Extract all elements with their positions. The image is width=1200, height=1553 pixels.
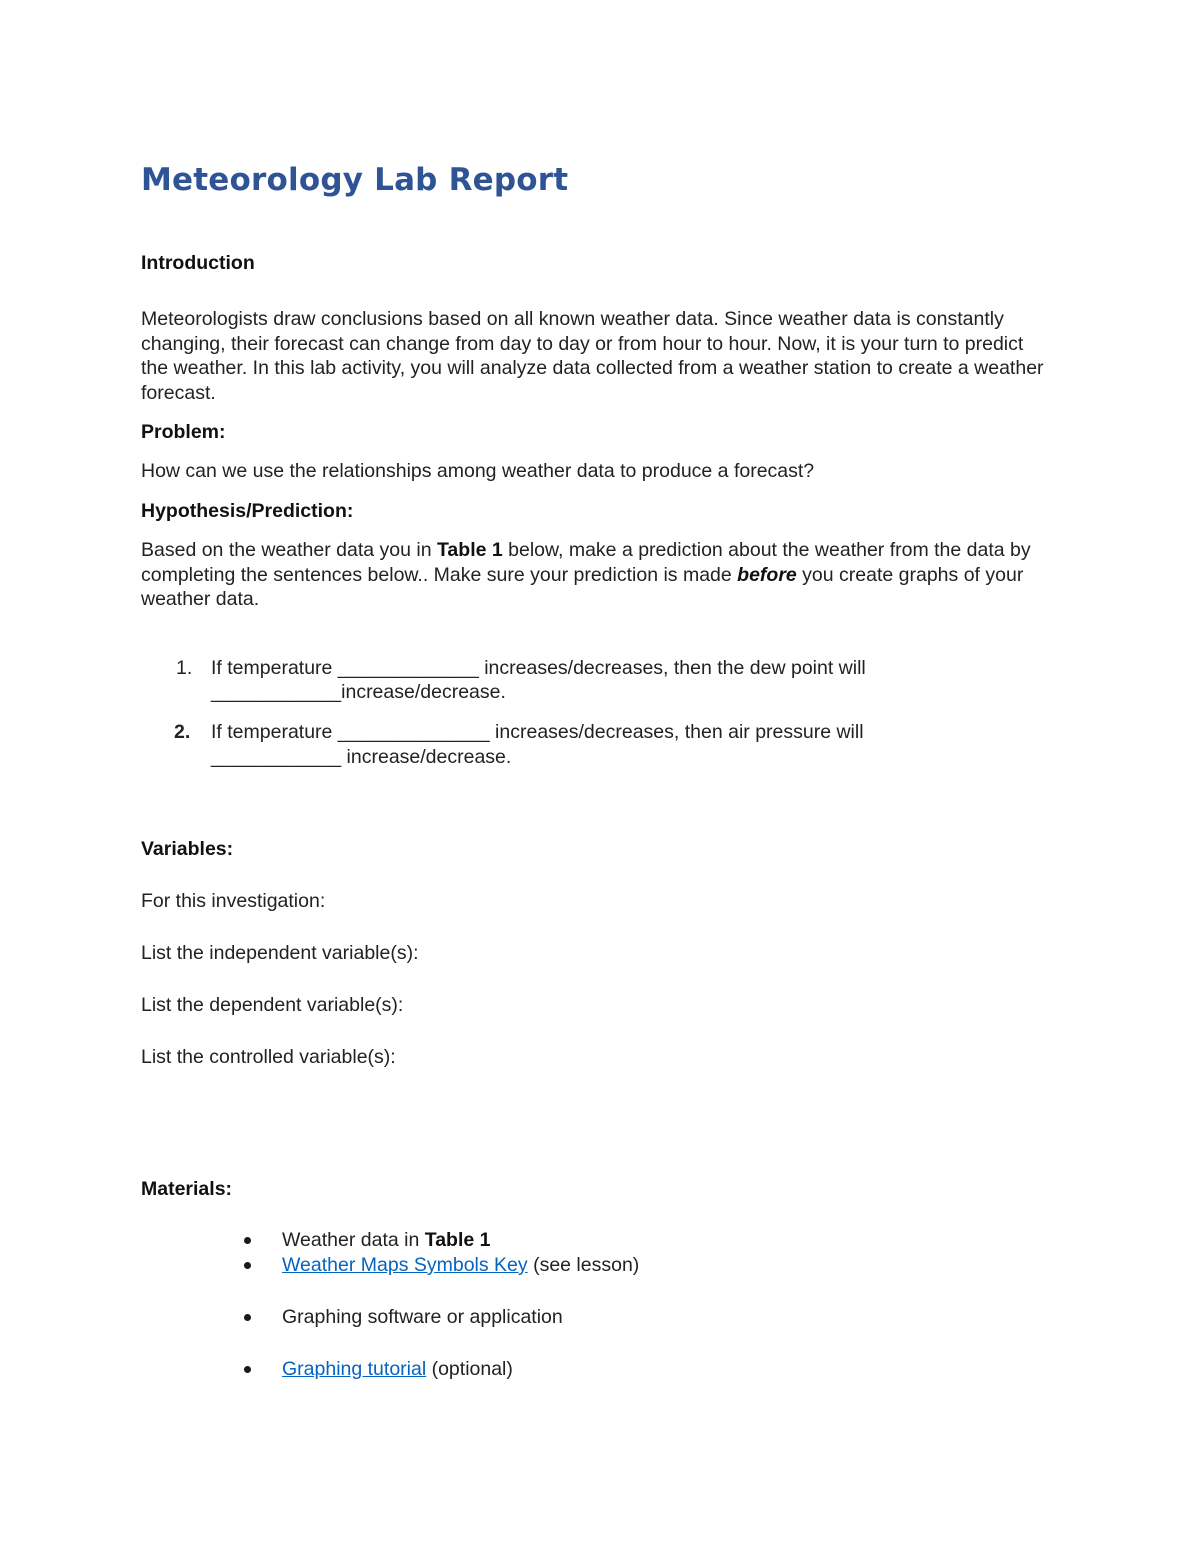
materials-item-symbols-key (282, 1253, 639, 1278)
bullet-icon (244, 1366, 251, 1373)
graphing-tutorial-link[interactable]: Graphing tutorial (282, 1358, 427, 1380)
independent-variables-prompt: List the independent variable(s): (141, 942, 419, 964)
materials-item-graphing-software: Graphing software or application (282, 1306, 563, 1328)
materials-item-weather-data (282, 1228, 490, 1253)
weather-maps-symbols-key-link[interactable]: Weather Maps Symbols Key (282, 1254, 528, 1276)
prediction-item-1-line1: If temperature _____________ increases/decreases, then the dew point will (211, 657, 866, 679)
list-number: 1. (176, 657, 193, 679)
controlled-variables-prompt: List the controlled variable(s): (141, 1046, 396, 1068)
prediction-item-1-line2: ____________increase/decrease. (211, 681, 506, 703)
materials-item-2-suffix: (see lesson) (527, 1254, 640, 1276)
dependent-variables-prompt: List the dependent variable(s): (141, 994, 404, 1016)
hypothesis-text-part1: Based on the weather data you in (141, 539, 437, 561)
problem-heading: Problem: (141, 421, 226, 443)
hypothesis-text-part3: you create graphs of your weather data. (141, 563, 1024, 611)
page-title: Meteorology Lab Report (141, 162, 569, 198)
materials-item-graphing-tutorial (282, 1357, 513, 1382)
list-number: 2. (174, 721, 191, 743)
hypothesis-heading: Hypothesis/Prediction: (141, 500, 354, 522)
bullet-icon (244, 1314, 251, 1321)
hypothesis-emphasis: before (737, 563, 797, 586)
introduction-heading: Introduction (141, 252, 255, 274)
materials-item-4-suffix: (optional) (426, 1358, 513, 1380)
introduction-paragraph: Meteorologists draw conclusions based on all known weather data. Since weather data is constantly changing, their forecast can change from day to day or from hour to hour. Now, it is your turn to predict the weather. In this lab activity, you will analyze data collected from a weather station to create a weather forecast. (141, 308, 1044, 404)
prediction-item-2-line1: If temperature ______________ increases/decreases, then air pressure will (211, 721, 864, 743)
hypothesis-text-part2: below, make a prediction about the weather from the data by completing the sentences below.. Make sure your prediction is made (141, 539, 1031, 586)
bullet-icon (244, 1262, 251, 1269)
problem-question: How can we use the relationships among weather data to produce a forecast? (141, 460, 815, 482)
materials-item-1-text: Weather data in (282, 1229, 425, 1251)
materials-table-reference: Table 1 (424, 1229, 491, 1251)
variables-intro: For this investigation: (141, 890, 326, 912)
variables-heading: Variables: (141, 838, 234, 860)
bullet-icon (244, 1237, 251, 1244)
materials-heading: Materials: (141, 1178, 233, 1200)
prediction-item-2-line2: ____________ increase/decrease. (211, 746, 512, 768)
hypothesis-paragraph (141, 538, 1056, 612)
table-reference: Table 1 (436, 539, 503, 561)
